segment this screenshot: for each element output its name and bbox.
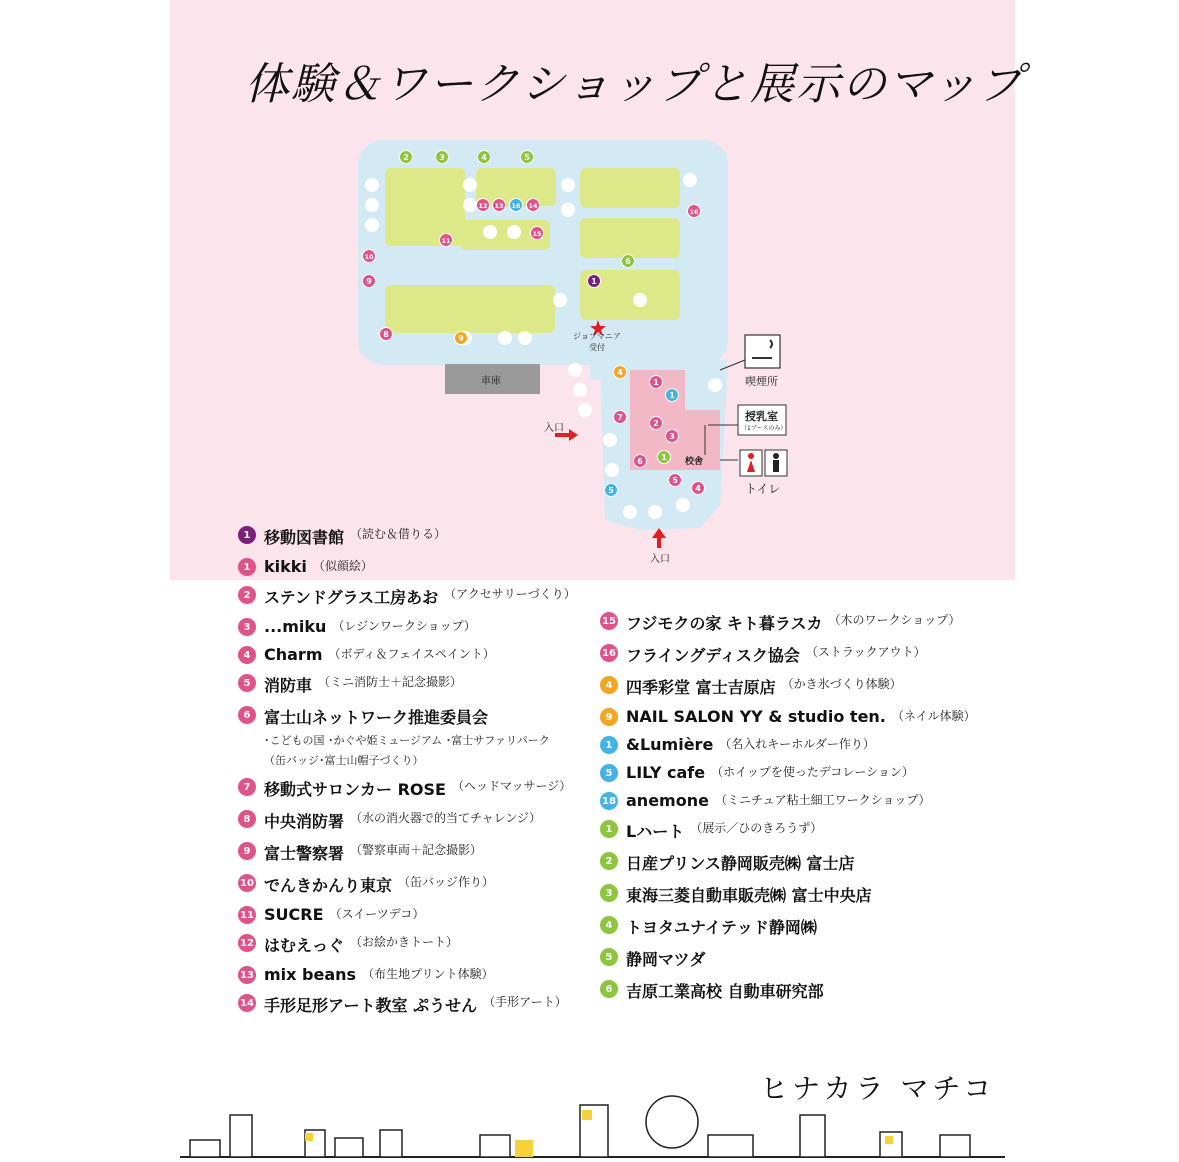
map-marker <box>477 199 490 212</box>
map-marker-number: 5 <box>608 486 614 495</box>
legend-item-name: フジモクの家 キト暮ラスカ <box>626 614 823 633</box>
legend-item-name: 富士山ネットワーク推進委員会 <box>264 708 489 727</box>
legend-item-name: 移動式サロンカー ROSE <box>264 780 446 799</box>
legend-item <box>238 525 576 548</box>
legend-number-badge: 5 <box>600 948 618 966</box>
map-marker-number: 4 <box>481 153 487 162</box>
map-marker-number: 4 <box>617 368 623 377</box>
map-marker <box>510 199 523 212</box>
map-marker <box>658 451 671 464</box>
legend-item-name: 手形足形アート教室 ぷうせん <box>264 996 478 1015</box>
map-marker-number: 8 <box>383 330 389 339</box>
legend-item-desc: （レジンワークショップ） <box>332 619 476 633</box>
legend-item-name: mix beans <box>264 965 357 984</box>
legend-item-desc: （手形アート） <box>483 995 567 1009</box>
map-marker-number: 4 <box>695 484 701 493</box>
legend-item <box>600 851 976 874</box>
reception-label: ジョブマニア <box>573 332 621 341</box>
legend-number-badge: 7 <box>238 778 256 796</box>
legend-number-badge: 18 <box>600 792 618 810</box>
map-marker <box>650 376 663 389</box>
legend-number-badge: 16 <box>600 644 618 662</box>
legend-number-badge: 9 <box>600 708 618 726</box>
legend-item-name: 静岡マツダ <box>626 950 706 969</box>
legend-item <box>238 777 576 800</box>
legend-item-desc: （読む＆借りる） <box>350 527 447 541</box>
legend-item <box>600 915 976 938</box>
map-marker-number: 16 <box>511 202 521 210</box>
legend-item <box>600 979 976 1002</box>
map-marker <box>363 275 376 288</box>
map-marker <box>527 199 540 212</box>
legend-number-badge: 8 <box>238 810 256 828</box>
map-marker <box>363 250 376 263</box>
legend-item-name: トヨタユナイテッド静岡㈱ <box>626 918 817 937</box>
legend-item-name: ...miku <box>264 617 327 636</box>
map-marker-number: 1 <box>591 277 597 286</box>
legend-item <box>238 585 576 608</box>
legend-item-name: LILY cafe <box>626 763 706 782</box>
legend-item-name: Charm <box>264 645 323 664</box>
legend-number-badge: 12 <box>238 934 256 952</box>
legend-number-badge: 9 <box>238 842 256 860</box>
legend-item-desc: （ヘッドマッサージ） <box>451 779 572 793</box>
map-marker <box>614 411 627 424</box>
map-marker <box>455 332 468 345</box>
legend-item-name: anemone <box>626 791 709 810</box>
legend-right <box>600 611 976 1011</box>
map-marker <box>588 275 601 288</box>
legend-item-desc: （警察車両＋記念撮影） <box>350 843 483 857</box>
legend-item-name: フライングディスク協会 <box>626 646 800 665</box>
legend-number-badge: 13 <box>238 966 256 984</box>
page-title: 体験＆ワークショップと展示のマップ <box>245 59 1025 110</box>
legend-item <box>238 617 576 636</box>
legend-item <box>600 947 976 970</box>
map-marker <box>692 482 705 495</box>
legend-item <box>238 905 576 924</box>
map-marker-number: 1 <box>669 391 675 400</box>
legend-item-name: kikki <box>264 557 307 576</box>
legend-item <box>238 809 576 832</box>
map-marker-number: 14 <box>528 202 538 210</box>
legend-item-desc: （ボディ＆フェイスペイント） <box>328 647 495 661</box>
logo: ヒナカラ マチコ <box>760 1072 996 1105</box>
legend-item <box>600 707 976 726</box>
legend-item-desc: （ミニチュア粘土細工ワークショップ） <box>714 793 931 807</box>
legend-number-badge: 4 <box>600 916 618 934</box>
map-marker-number: 15 <box>532 230 542 238</box>
toilet-label: トイレ <box>745 482 781 496</box>
legend-item-desc: （木のワークショップ） <box>828 613 961 627</box>
legend-item-name: &Lumière <box>626 735 714 754</box>
legend-number-badge: 1 <box>238 558 256 576</box>
legend-number-badge: 14 <box>238 994 256 1012</box>
legend-item <box>238 705 576 728</box>
map-marker-number: 16 <box>689 208 699 216</box>
map-marker <box>614 366 627 379</box>
legend-item-name: 東海三菱自動車販売㈱ 富士中央店 <box>626 886 872 905</box>
legend-item-name: 日産プリンス静岡販売㈱ 富士店 <box>626 854 855 873</box>
legend-number-badge: 10 <box>238 874 256 892</box>
legend-item-name: 移動図書館 <box>264 528 345 547</box>
entrance-label-bottom: 入口 <box>650 554 670 565</box>
legend-item <box>238 645 576 664</box>
map-marker <box>605 484 618 497</box>
legend-item-desc: （スイーツデコ） <box>329 907 425 921</box>
legend-item <box>238 557 576 576</box>
legend-item-name: 四季彩堂 富士吉原店 <box>626 678 776 697</box>
map-marker-number: 2 <box>653 419 659 428</box>
legend-item-name: はむえっぐ <box>264 936 345 955</box>
legend-item <box>238 841 576 864</box>
map-marker <box>669 474 682 487</box>
legend-item-desc: （ストラックアウト） <box>805 645 926 659</box>
legend-number-badge: 11 <box>238 906 256 924</box>
legend-number-badge: 4 <box>238 646 256 664</box>
map-marker-number: 5 <box>524 153 530 162</box>
legend-item <box>600 883 976 906</box>
legend-number-badge: 5 <box>238 674 256 692</box>
legend-item-name: 富士警察署 <box>264 844 345 863</box>
legend-number-badge: 5 <box>600 764 618 782</box>
legend-item-desc: （お絵かきトート） <box>350 935 459 949</box>
parking-block <box>580 168 680 208</box>
map-marker-number: 1 <box>653 378 659 387</box>
map-marker-number: 3 <box>669 432 675 441</box>
legend-item-name: でんきかんり東京 <box>264 876 393 895</box>
map-marker <box>650 417 663 430</box>
legend-item-name: 吉原工業高校 自動車研究部 <box>626 982 824 1001</box>
map-marker-number: 1 <box>661 453 667 462</box>
entrance-label-left: 入口 <box>544 423 564 434</box>
legend-item <box>238 673 576 696</box>
nursing-room-label: 授乳室 <box>745 410 778 423</box>
legend-number-badge: 1 <box>600 820 618 838</box>
map-marker-number: 9 <box>458 334 464 343</box>
map-marker <box>440 234 453 247</box>
legend-item-desc: （アクセサリーづくり） <box>444 587 576 601</box>
legend-item <box>600 675 976 698</box>
legend-number-badge: 2 <box>238 586 256 604</box>
legend-item <box>600 643 976 666</box>
legend-item-desc: （かき氷づくり体験） <box>781 677 902 691</box>
legend-item-desc: （ホイップを使ったデコレーション） <box>711 765 914 779</box>
map-marker <box>400 151 413 164</box>
map-marker <box>436 151 449 164</box>
map-marker <box>493 199 506 212</box>
map-marker-number: 6 <box>625 257 631 266</box>
legend-item-name: SUCRE <box>264 905 324 924</box>
map-marker-number: 5 <box>672 476 678 485</box>
legend-item-name: ステンドグラス工房あお <box>264 588 439 607</box>
legend-item <box>238 933 576 956</box>
legend-number-badge: 6 <box>600 980 618 998</box>
map-marker <box>634 455 647 468</box>
reception-label-2: 受付 <box>589 343 605 352</box>
legend-item <box>238 993 576 1016</box>
garage-label: 車庫 <box>481 376 501 387</box>
parking-block <box>580 218 680 258</box>
map-marker <box>380 328 393 341</box>
map-marker-number: 3 <box>439 153 445 162</box>
map-marker <box>531 227 544 240</box>
legend-item-name: 消防車 <box>264 676 313 695</box>
legend-item-desc: （布生地プリント体験） <box>362 967 494 981</box>
map-marker <box>688 205 701 218</box>
map-marker-number: 13 <box>494 202 504 210</box>
parking-block <box>385 285 555 333</box>
legend-item-subtext: ･こどもの国 ･かぐや姫ミュージアム ･富士サファリパーク <box>264 734 550 747</box>
map-marker-number: 6 <box>637 457 643 466</box>
legend-item <box>600 791 976 810</box>
legend-number-badge: 1 <box>238 526 256 544</box>
legend-item-subtext: （缶バッジ･富士山帽子づくり） <box>264 754 424 767</box>
legend-item <box>600 819 976 842</box>
map-marker-number: 12 <box>478 202 488 210</box>
map-marker-number: 2 <box>403 153 409 162</box>
legend-item <box>238 965 576 984</box>
legend-item <box>600 735 976 754</box>
nursing-room-note: （1ブースのみ） <box>741 425 787 432</box>
legend-number-badge: 15 <box>600 612 618 630</box>
smoking-icon <box>745 335 780 368</box>
legend-number-badge: 2 <box>600 852 618 870</box>
legend-item-desc: （水の消火器で的当てチャレンジ） <box>350 811 542 825</box>
legend-item-desc: （展示／ひのきろうず） <box>690 821 823 835</box>
legend-left <box>238 525 576 1025</box>
legend-item-desc: （似顔絵） <box>312 559 373 573</box>
map-marker <box>521 151 534 164</box>
legend-number-badge: 6 <box>238 706 256 724</box>
legend-item-name: 中央消防署 <box>264 812 345 831</box>
legend-item <box>238 873 576 896</box>
legend-item <box>600 763 976 782</box>
legend-item-name: NAIL SALON YY & studio ten. <box>626 707 886 726</box>
map-marker <box>666 389 679 402</box>
legend-item-desc: （ネイル体験） <box>891 709 976 723</box>
legend-item <box>600 611 976 634</box>
map-marker <box>478 151 491 164</box>
entrance-arrow-bottom <box>652 528 666 548</box>
map-marker <box>666 430 679 443</box>
map-marker <box>622 255 635 268</box>
legend-number-badge: 4 <box>600 676 618 694</box>
smoking-label: 喫煙所 <box>745 375 778 388</box>
map-marker-number: 7 <box>617 413 623 422</box>
school-label: 校舎 <box>685 457 704 467</box>
map-marker-number: 10 <box>364 253 374 261</box>
map-marker-number: 9 <box>366 277 372 286</box>
legend-item-desc: （缶バッジ作り） <box>398 875 495 889</box>
legend-number-badge: 3 <box>600 884 618 902</box>
legend-number-badge: 3 <box>238 618 256 636</box>
legend-number-badge: 1 <box>600 736 618 754</box>
map-marker-number: 11 <box>441 237 451 245</box>
legend-item-desc: （ミニ消防士＋記念撮影） <box>318 675 463 689</box>
parking-block <box>385 168 465 246</box>
legend-item-desc: （名入れキーホルダー作り） <box>719 737 875 751</box>
legend-item-name: Lハート <box>626 822 685 841</box>
